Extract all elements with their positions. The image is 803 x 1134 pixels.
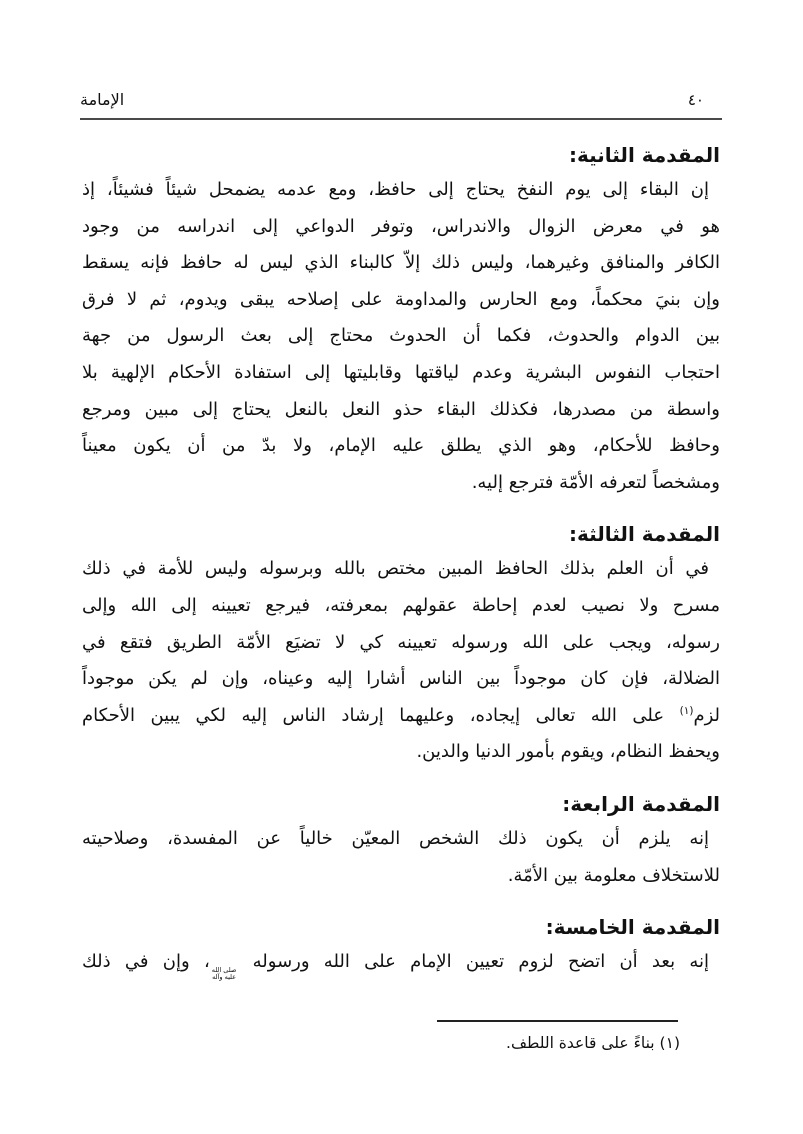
section-heading: المقدمة الثانية: — [568, 143, 720, 167]
footnote-separator — [437, 1020, 678, 1022]
text-line: في أن العلم بذلك الحافظ المبين مختص بالله وبرسوله وليس للأمة في ذلك — [82, 558, 709, 580]
text-line: إنه بعد أن اتضح لزوم تعيين الإمام على الله ورسوله صلى الله عليه وآله ، وإن في ذلك — [82, 951, 709, 981]
text-line: وحافظ للأحكام، وهو الذي يطلق عليه الإمام، ولا بدّ من أن يكون معيناً — [82, 435, 720, 457]
text-line: إنه يلزم أن يكون ذلك الشخص المعيّن خالياً عن المفسدة، وصلاحيته — [82, 827, 709, 849]
paragraph — [82, 944, 720, 981]
page-number: ٤٠ — [687, 91, 704, 109]
text-line: الضلالة، فإن كان موجوداً بين الناس أشارا إليه وعيناه، وإن لم يكن موجوداً — [82, 668, 720, 690]
text-line: للاستخلاف معلومة بين الأمّة. — [507, 864, 720, 886]
text-line: ويحفظ النظام، ويقوم بأمور الدنيا والدين. — [416, 741, 720, 763]
footnote-marker: (١) — [659, 1034, 680, 1052]
page-header — [80, 90, 722, 109]
text-line: وإن بنيَ محكماً، ومع الحارس والمداومة على إصلاحه يبقى ويدوم، ثم لا فرق — [82, 288, 720, 310]
paragraph — [82, 551, 720, 771]
text-line: إن البقاء إلى يوم النفخ يحتاج إلى حافظ، ومع عدمه يضمحل شيئاً فشيئاً، إذ — [82, 179, 709, 200]
main-text — [82, 132, 720, 981]
footnote — [506, 1031, 680, 1055]
section-heading: المقدمة الخامسة: — [545, 915, 720, 940]
paragraph — [82, 821, 720, 894]
section-heading: المقدمة الثالثة: — [568, 522, 720, 547]
text-line: الكافر والمنافق وغيرهما، وليس ذلك إلاّ كالبناء الذي ليس له حافظ فإنه يسقط — [82, 252, 720, 274]
text-line: ومشخصاً لتعرفه الأمّة فترجع إليه. — [471, 471, 720, 493]
text-line: رسوله، ويجب على الله ورسوله تعيينه كي لا تضيَع الأمّة الطريق فتقع في — [82, 631, 720, 653]
text-line: واسطة من مصدرها، فكذلك البقاء حذو النعل بالنعل يحتاج إلى مبين ومرجع — [82, 398, 720, 420]
text-line: بين الدوام والحدوث، فكما أن الحدوث محتاج إلى بعث الرسول من جهة — [82, 325, 720, 347]
paragraph — [82, 172, 720, 501]
text-line: احتجاب النفوس البشرية وعدم لياقتها وقابليتها إلى استفادة الأحكام الإلهية بلا — [82, 361, 720, 383]
header-rule — [80, 118, 722, 120]
text-line: لزم$^{(١)}$ على الله تعالى إيجاده، وعليهما إرشاد الناس إليه لكي يبين الأحكام — [82, 704, 720, 726]
text-line: مسرح ولا نصيب لعدم إحاطة عقولهم بمعرفته، فيرجع تعيينه إلى الله وإلى — [82, 594, 720, 616]
text-line: هو في معرض الزوال والاندراس، وتوفر الدواعي إلى اندراسه من وجود — [82, 215, 720, 237]
footnote-text: بناءً على قاعدة اللطف. — [506, 1034, 655, 1052]
honorific-symbol: صلى الله عليه وآله — [211, 966, 237, 981]
footnote-ref: (١) — [679, 704, 694, 717]
book-title: الإمامة — [80, 90, 125, 109]
section-heading: المقدمة الرابعة: — [562, 791, 720, 816]
